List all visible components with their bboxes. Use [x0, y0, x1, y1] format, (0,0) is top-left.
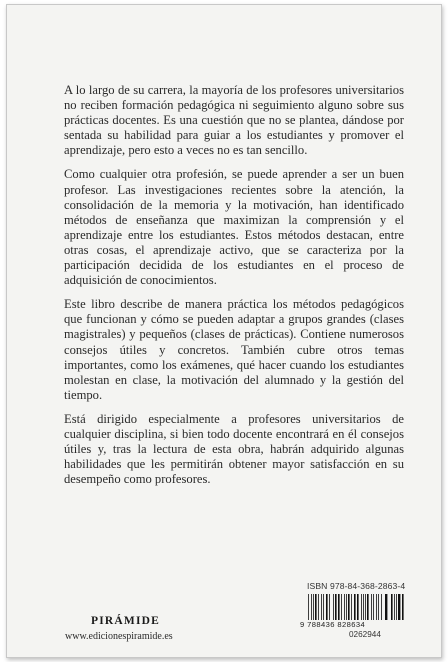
internal-product-code: 0262944	[349, 630, 381, 639]
blurb-paragraph-3: Este libro describe de manera práctica los métodos pedagógicos que funcionan y cómo se pueden adaptar a grupos grandes (clases magistrales) y pequeños (clases de prácticas). Contiene numerosos consejos útiles y concretos. También cubre otros temas importantes, como los exámenes, qué hacer cuando los estudiantes molestan en clase, la motivación del alumnado y la gestión del tiempo.	[64, 297, 404, 402]
book-back-cover	[6, 4, 442, 658]
blurb-paragraph-2: Como cualquier otra profesión, se puede aprender a ser un buen profesor. Las investigaciones recientes sobre la atención, la consolidación de la memoria y la motivación, han identificado métodos de enseñanza que maximizan la comprensión y el aprendizaje entre los estudiantes. Estos métodos destacan, entre otras cosas, el aprendizaje activo, que se caracteriza por la participación decidida de los estudiantes en el proceso de adquisición de conocimientos.	[64, 167, 404, 288]
blurb-paragraph-4: Está dirigido especialmente a profesores universitarios de cualquier disciplina, si bien todo docente encontrará en él consejos útiles y, tras la lectura de esta obra, habrán adquirido algunas habilidades que les permitirán obtener mayor satisfacción en su desempeño como profesores.	[64, 411, 404, 487]
isbn-label: ISBN 978-84-368-2863-4	[307, 581, 406, 591]
publisher-website: www.edicionespiramide.es	[65, 631, 173, 642]
isbn-barcode	[307, 594, 405, 620]
publisher-logo: PIRÁMIDE	[91, 615, 161, 627]
barcode-digits: 9 788436 828634	[300, 620, 366, 629]
blurb-paragraph-1: A lo largo de su carrera, la mayoría de los profesores universitarios no reciben formación pedagógica ni seguimiento alguno sobre sus prácticas docentes. Es una cuestión que no se plantea, dándose por sentada su habilidad para guiar a los estudiantes y promover el aprendizaje, pero esto a veces no es tan sencillo.	[64, 83, 404, 158]
back-cover-blurb	[64, 83, 404, 496]
